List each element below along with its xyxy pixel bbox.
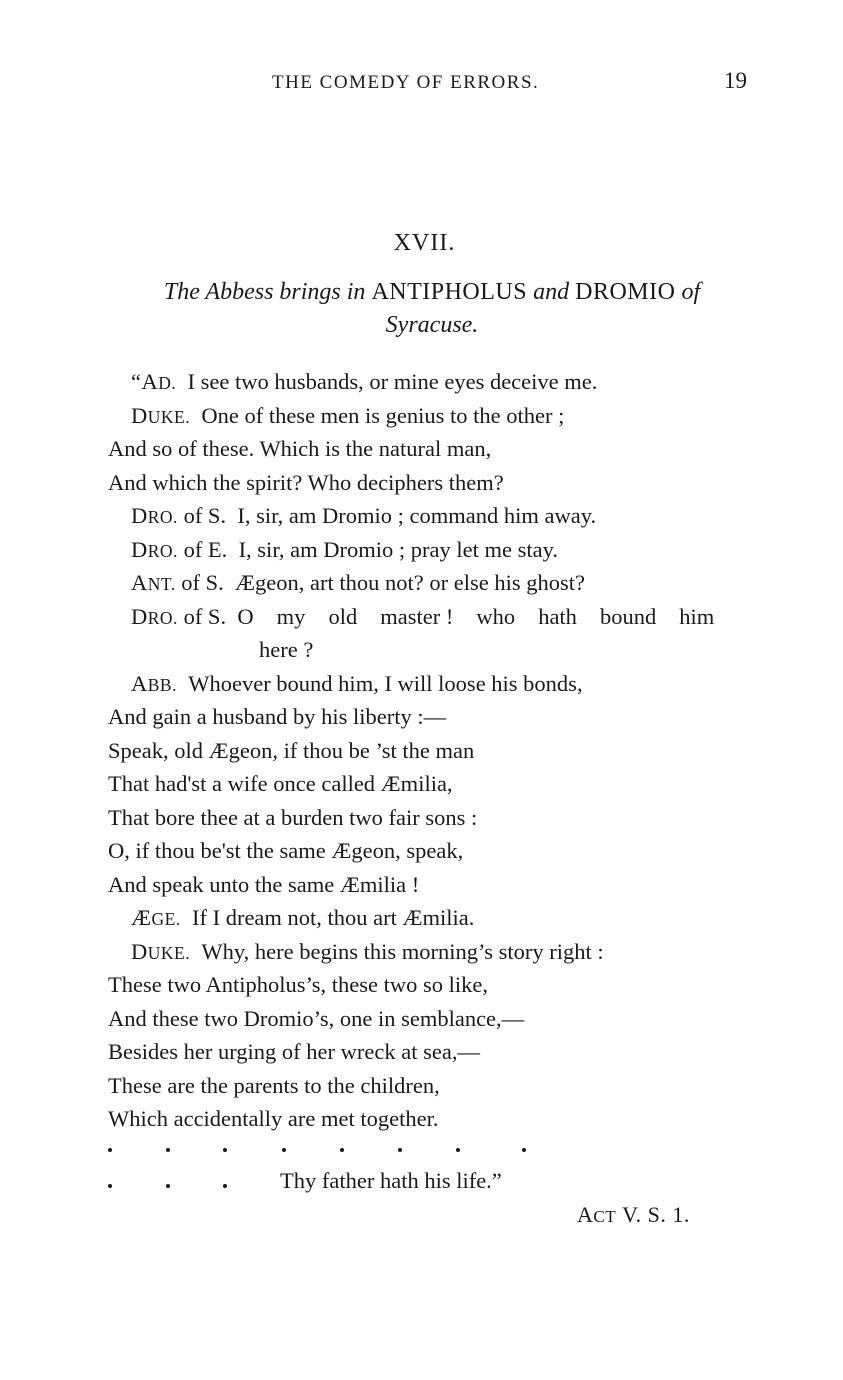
line-text: If I dream not, thou art Æmilia. — [191, 905, 475, 930]
line-text-justified: O my old master ! who hath bound him — [237, 603, 715, 629]
speaker-suffix: of S. — [183, 503, 227, 528]
ellipsis-dots-row — [108, 1138, 528, 1168]
verse-line — [108, 667, 768, 701]
verse-line — [108, 533, 768, 567]
ellipsis-dot — [223, 1148, 227, 1152]
ellipsis-dot — [166, 1184, 170, 1188]
verse-line — [108, 834, 768, 868]
verse-line — [108, 1102, 768, 1136]
line-text: Ægeon, art thou not? or else his ghost? — [235, 570, 585, 595]
line-text: I see two husbands, or mine eyes deceive me. — [187, 369, 598, 394]
speaker-name: ÆGE. — [131, 905, 181, 930]
line-text: Why, here begins this morning’s story right : — [201, 938, 604, 964]
verse-line — [108, 700, 768, 734]
line-text: Besides her urging of her wreck at sea,— — [108, 1039, 480, 1064]
verse-line — [108, 399, 768, 433]
ellipsis-dot — [108, 1148, 112, 1152]
speaker-name: ANT. — [131, 570, 176, 595]
line-text: Speak, old Ægeon, if thou be ’st the man — [108, 737, 475, 763]
speaker-name: DUKE. — [131, 938, 191, 964]
ellipsis-dot — [340, 1148, 344, 1152]
page-number: 19 — [724, 68, 747, 93]
verse-line — [108, 901, 768, 935]
verse-line — [108, 466, 768, 500]
section-number: XVII. — [393, 230, 456, 256]
line-text: I, sir, am Dromio ; command him away. — [237, 503, 597, 528]
line-text: O, if thou be'st the same Ægeon, speak, — [108, 838, 464, 863]
speaker-name: DRO. — [131, 536, 178, 562]
speaker-name: DRO. — [131, 603, 178, 629]
speaker-name: ABB. — [131, 670, 177, 696]
verse-line — [108, 801, 768, 835]
line-text: I, sir, am Dromio ; pray let me stay. — [238, 536, 559, 562]
ellipsis-dot — [166, 1148, 170, 1152]
line-text: here ? — [259, 637, 314, 662]
heading-italic-3: of — [681, 279, 701, 305]
verse-line — [108, 566, 768, 600]
verse-line — [108, 499, 768, 533]
speaker-suffix: of S. — [181, 570, 224, 595]
line-text: That bore thee at a burden two fair sons : — [108, 804, 478, 830]
ellipsis-dot — [108, 1184, 112, 1188]
verse-line — [108, 1002, 768, 1036]
section-heading — [108, 276, 756, 342]
final-verse-line: Thy father hath his life.” — [280, 1168, 502, 1193]
verse-line — [108, 734, 768, 768]
verse-line — [108, 868, 768, 902]
line-text: And speak unto the same Æmilia ! — [108, 871, 420, 897]
verse-line — [108, 767, 768, 801]
line-text: These two Antipholus’s, these two so like, — [108, 972, 488, 997]
speaker-suffix: of S. — [183, 603, 227, 629]
line-text: And gain a husband by his liberty :— — [108, 704, 447, 729]
heading-caps-2: DROMIO — [575, 279, 676, 305]
line-text: One of these men is genius to the other ; — [201, 402, 565, 428]
ellipsis-dot — [522, 1148, 526, 1152]
verse-line — [108, 1069, 768, 1103]
speaker-name: “AD. — [131, 369, 177, 394]
ellipsis-dot — [398, 1148, 402, 1152]
act-scene-citation: ACT V. S. 1. — [577, 1202, 690, 1227]
line-text: And these two Dromio’s, one in semblance,— — [108, 1005, 525, 1031]
heading-italic-4: Syracuse. — [385, 312, 479, 338]
verse-line — [108, 1035, 768, 1069]
ellipsis-dot — [223, 1184, 227, 1188]
line-text: That had'st a wife once called Æmilia, — [108, 771, 453, 796]
heading-italic-2: and — [533, 279, 570, 305]
verse-line — [108, 600, 768, 634]
speaker-name: DRO. — [131, 503, 178, 528]
line-text: And which the spirit? Who deciphers them? — [108, 469, 504, 495]
speaker-suffix: of E. — [183, 536, 228, 562]
line-text: And so of these. Which is the natural man, — [108, 436, 492, 461]
verse-line — [108, 365, 768, 399]
verse-line — [108, 432, 768, 466]
ellipsis-dot — [282, 1148, 286, 1152]
ellipsis-dots-row-2 — [108, 1170, 248, 1200]
heading-caps-1: ANTIPHOLUS — [371, 279, 528, 305]
verse-block — [108, 365, 768, 1136]
speaker-name: DUKE. — [131, 402, 191, 428]
verse-line — [108, 633, 768, 667]
heading-italic-1: The Abbess brings in — [163, 279, 366, 305]
running-title: THE COMEDY OF ERRORS. — [272, 72, 540, 93]
line-text: Which accidentally are met together. — [108, 1106, 439, 1131]
line-text: Whoever bound him, I will loose his bonds, — [188, 670, 583, 696]
verse-line — [108, 935, 768, 969]
verse-line — [108, 968, 768, 1002]
ellipsis-dot — [456, 1148, 460, 1152]
line-text: These are the parents to the children, — [108, 1072, 440, 1098]
